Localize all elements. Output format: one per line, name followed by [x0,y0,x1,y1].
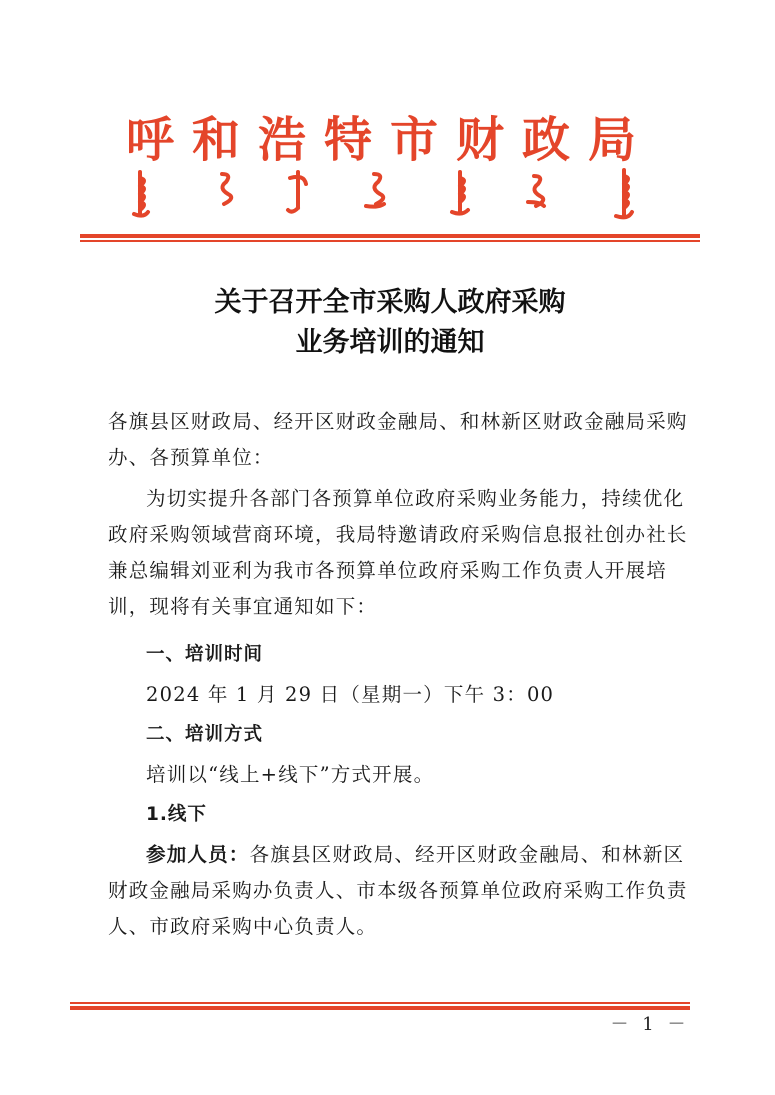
org-name-header: 呼和浩特市财政局 [125,112,654,168]
intro-line4: 训，现将有关事宜通知如下： [108,595,378,618]
document-title-line2: 业务培训的通知 [295,327,485,358]
section2-heading: 二、培训方式 [146,724,264,745]
participants-line2: 财政金融局采购办负责人、市本级各预算单位政府采购工作负责 [108,879,688,902]
intro-line2: 政府采购领域营商环境，我局特邀请政府采购信息报社创办社长 [108,523,688,546]
page-number: － 1 － [610,1014,690,1035]
subsection1-heading: 1.线下 [146,804,207,825]
participants-line1 [146,837,726,873]
footer-rule-thick [70,1006,690,1010]
section1-heading: 一、培训时间 [146,644,264,665]
section2-text: 培训以“线上+线下”方式开展。 [146,763,435,786]
participants-line3: 人、市政府采购中心负责人。 [108,915,378,938]
section1-text: 2024 年 1 月 29 日（星期一）下午 3：00 [146,683,555,706]
intro-line3: 兼总编辑刘亚利为我市各预算单位政府采购工作负责人开展培 [108,559,667,582]
header-rule-thick [80,234,700,238]
recipients-line1: 各旗县区财政局、经开区财政金融局、和林新区财政金融局采购 [108,410,688,433]
document-title-line1: 关于召开全市采购人政府采购 [214,287,566,318]
participants-text: 各旗县区财政局、经开区财政金融局、和林新区 [249,843,685,866]
participants-label: 参加人员： [146,843,250,866]
intro-line1: 为切实提升各部门各预算单位政府采购业务能力，持续优化 [146,487,685,510]
recipients-line2: 办、各预算单位： [108,446,274,469]
header-rule-thin [80,240,700,242]
footer-rule-thin [70,1002,690,1004]
mongolian-script-logo [130,168,650,220]
